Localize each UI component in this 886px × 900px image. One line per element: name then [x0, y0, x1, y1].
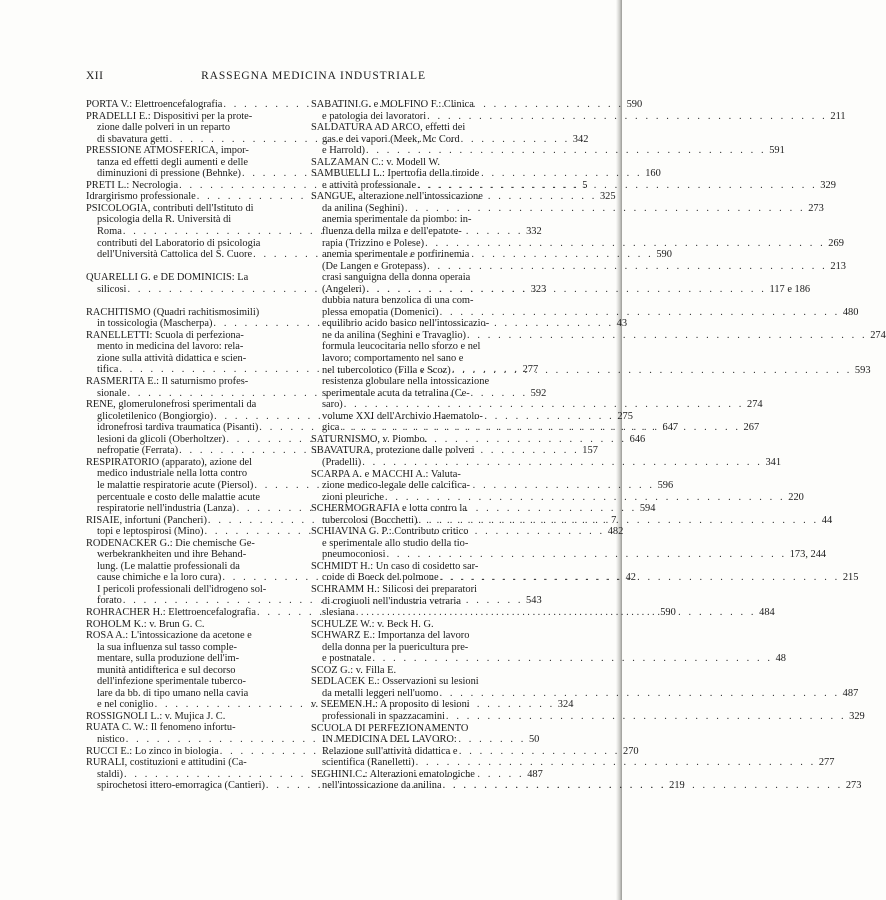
index-line-text: resistenza globulare nella intossicazione	[322, 376, 490, 388]
page-reference: 594	[639, 503, 656, 515]
index-line	[311, 456, 782, 469]
index-line	[311, 445, 533, 457]
index-line-text: SEDLACEK E.: Osservazioni su lesioni	[311, 676, 479, 688]
index-line-text: SANGUE, alterazione nell'intossicazione	[311, 191, 483, 203]
page-reference: 44	[821, 514, 833, 526]
index-line-text: pneumoconiosi	[322, 549, 386, 561]
page-reference: 270	[623, 745, 639, 757]
dot-leader	[339, 422, 741, 434]
index-line-text: I pericoli professionali dell'idrogeno sol-	[97, 583, 267, 595]
dot-leader	[439, 307, 841, 319]
page-reference: 269	[828, 237, 844, 249]
page-reference: 5	[582, 179, 588, 191]
index-line-text: (Angeleri)	[322, 283, 366, 295]
index-line-text: anemia sperimentale e porfirinemia	[322, 249, 470, 261]
page-reference: 43	[616, 318, 628, 330]
index-line	[311, 376, 533, 388]
index-line-text: e nel coniglio	[97, 699, 154, 711]
dot-leader	[384, 492, 786, 504]
index-line-text: coide di Boeck del polmone	[322, 572, 439, 584]
index-line	[311, 237, 844, 250]
page-reference: 50	[528, 733, 540, 745]
dot-leader	[442, 780, 844, 792]
page-reference: 480	[842, 306, 859, 318]
index-line-text: RASMERITA E.: Il saturnismo profes-	[86, 376, 249, 388]
index-line	[311, 687, 859, 700]
index-line-text: anemia sperimentale da piombo: in-	[322, 214, 472, 226]
index-line-text: SCUOLA DI PERFEZIONAMENTO	[311, 722, 469, 734]
index-line-text: nistico	[97, 733, 125, 745]
dot-leader	[371, 653, 773, 665]
index-entry	[86, 711, 296, 723]
index-line-text: tubercolosi (Bocchetti)	[322, 514, 418, 526]
index-line-text: SCARPA A. e MACCHI A.: Valuta-	[311, 468, 461, 480]
index-line-text: SBAVATURA, protezione dalle polveri	[311, 445, 475, 457]
page-reference: 324	[557, 699, 574, 711]
index-line-text: sionale	[97, 387, 127, 399]
index-line-text: psicologia della R. Università di	[97, 214, 232, 226]
index-line-text: di crogiuoli nell'industria vetraria	[322, 595, 461, 607]
index-line-text: gica	[322, 422, 340, 434]
dot-leader	[426, 111, 828, 123]
index-line-text: e postnatale	[322, 653, 372, 665]
index-line	[86, 238, 296, 250]
page-number: XII	[86, 70, 104, 82]
index-line	[311, 653, 786, 665]
index-line-text: staldi)	[97, 768, 123, 780]
page-reference: 592	[530, 387, 547, 399]
index-line	[311, 134, 533, 146]
index-line-text: zioni pleuriche	[322, 491, 385, 503]
page-reference: 275	[617, 410, 633, 422]
index-line-text: munità antidifterica e sul decorso	[97, 664, 236, 676]
index-line	[86, 307, 296, 319]
index-line-text: formula leucocitaria nello sforzo e nel	[322, 341, 481, 353]
index-line	[311, 122, 533, 134]
page-reference: 591	[769, 145, 785, 157]
index-line-text: RENE, glomerulonefrosi sperimentali da	[86, 399, 257, 411]
index-line-text: da metalli leggeri nell'uomo	[322, 687, 439, 699]
index-line	[311, 665, 533, 677]
page-reference: 646	[629, 433, 646, 445]
dot-leader	[355, 607, 757, 619]
page-reference: 160	[645, 168, 661, 180]
page-reference: 484	[759, 607, 775, 619]
page-reference: 341	[765, 456, 782, 468]
page-reference: 323	[530, 283, 547, 295]
page-reference: 325	[599, 191, 616, 203]
index-line-text: RURALI, costituzioni e attitudini (Ca-	[86, 757, 247, 769]
index-line-text: SABATINI G. e MOLFINO F.: Clinica	[311, 99, 474, 110]
dot-leader	[415, 757, 817, 769]
page-reference: 219	[669, 780, 685, 792]
page-reference: 647	[662, 422, 679, 434]
index-line-text: RESPIRATORIO (apparato), azione del	[86, 456, 253, 468]
index-line-text: della donna per la puericultura pre-	[322, 641, 469, 653]
index-line-text: RANELLETTI: Scuola di perfeziona-	[86, 329, 244, 341]
index-line	[311, 642, 533, 654]
index-entry	[311, 630, 786, 665]
page-reference: 220	[788, 491, 804, 503]
index-line	[86, 145, 296, 157]
dot-leader	[365, 284, 767, 296]
index-line	[86, 353, 296, 365]
index-line-text: scientifica (Ranelletti)	[322, 757, 415, 769]
index-line-text: di sbavatura getti	[97, 133, 169, 145]
index-line	[311, 584, 533, 596]
index-line	[86, 665, 296, 677]
index-line	[311, 364, 871, 377]
index-line	[311, 411, 533, 423]
index-line-text: idronefrosi tardiva traumatica (Pisanti)	[97, 422, 259, 434]
index-line-text: SCHWARZ E.: Importanza del lavoro	[311, 630, 470, 642]
index-line-text: zione sulla attività didattica e scien-	[97, 352, 247, 364]
index-line	[311, 306, 859, 319]
index-line	[86, 457, 296, 469]
index-line-text: Idrargirismo professionale	[86, 191, 196, 203]
index-line	[311, 469, 533, 481]
dot-leader	[424, 238, 826, 250]
index-line-text: nel tubercolotico (Filla e Scoz)	[322, 364, 451, 376]
index-line-text: e Harrold)	[322, 145, 365, 157]
index-line	[311, 145, 785, 157]
index-line-text: dubbia natura benzolica di una com-	[322, 295, 474, 307]
index-line	[311, 318, 533, 330]
index-line	[86, 538, 296, 550]
index-line	[86, 203, 296, 215]
index-line-text: ROSA A.: L'intossicazione da acetone e	[86, 630, 252, 642]
page-reference: 590	[656, 249, 672, 261]
index-line-text: SCHIAVINA G. P.: Contributo critico	[311, 526, 469, 538]
dot-leader	[404, 203, 806, 215]
index-line	[86, 757, 296, 769]
page-reference: 332	[526, 226, 542, 238]
index-line-text: SALDATURA AD ARCO, effetti dei	[311, 122, 466, 134]
dot-leader	[451, 365, 853, 377]
index-line	[311, 757, 835, 769]
index-line	[311, 699, 533, 711]
index-line-text: volume XXI dell'Archivio Haematolo-	[322, 410, 483, 422]
index-line-text: tanza ed effetti degli aumenti e delle	[97, 156, 248, 168]
index-line	[311, 596, 533, 608]
index-line	[311, 630, 533, 642]
index-line-text: lesioni da glicoli (Oberholtzer)	[97, 433, 226, 445]
index-line	[311, 388, 533, 400]
index-line-text: ROSSIGNOLI L.: v. Mujica J. C.	[86, 710, 226, 722]
index-line-text: percentuale e costo delle malattie acute	[97, 491, 260, 503]
index-entry	[311, 665, 533, 677]
index-line-text: (De Langen e Grotepass)	[322, 260, 427, 272]
dot-leader	[426, 261, 828, 273]
page-reference: 329	[820, 179, 836, 191]
index-line-text: SCHRAMM H.: Silicosi dei preparatori	[311, 583, 477, 595]
index-line-text: zione dalle polveri in un reparto	[97, 122, 231, 134]
index-line-text: le malattie respiratorie acute (Piersol)	[97, 479, 254, 491]
index-line-text: Relazione sull'attività didattica e	[322, 745, 458, 757]
index-line-text: PORTA V.: Elettroencefalografia	[86, 99, 223, 110]
index-line	[311, 503, 533, 515]
index-line	[86, 376, 296, 388]
index-line	[311, 491, 804, 504]
dot-leader	[365, 145, 767, 157]
index-line	[86, 157, 296, 169]
index-line-text: RISAIE, infortuni (Pancheri)	[86, 514, 207, 526]
dot-leader	[416, 180, 818, 192]
page-reference: 593	[854, 364, 871, 376]
page-reference: 596	[657, 479, 674, 491]
index-line	[311, 526, 533, 538]
section-gap	[86, 261, 296, 273]
index-line-text: (Pradelli)	[322, 456, 362, 468]
index-entry	[311, 619, 533, 631]
index-line	[86, 399, 296, 411]
index-line	[311, 99, 533, 111]
index-line	[311, 341, 533, 353]
page-reference: 590	[626, 99, 643, 110]
index-line	[311, 329, 886, 342]
index-line-text: SCHMIDT H.: Un caso di cosidetto sar-	[311, 560, 479, 572]
index-line	[311, 538, 533, 550]
page-reference: 117 e 186	[769, 283, 811, 295]
page-reference: 329	[849, 710, 865, 722]
index-line	[86, 549, 296, 561]
index-line	[86, 111, 296, 123]
index-line-text: respiratorie nell'industria (Lanza)	[97, 503, 236, 515]
index-line	[86, 711, 296, 723]
index-line	[311, 561, 533, 573]
index-line	[311, 214, 533, 226]
index-line	[311, 399, 763, 411]
index-line	[86, 584, 296, 596]
index-line	[86, 722, 296, 734]
index-line-text: dell'Università Cattolica del S. Cuore	[97, 249, 253, 261]
index-line-text: spirochetosi ittero-emorragica (Cantieri)	[97, 780, 265, 792]
page-reference: 7	[611, 514, 617, 526]
index-line	[86, 653, 296, 665]
running-title: RASSEGNA MEDICINA INDUSTRIALE	[201, 70, 426, 82]
index-line-text: nell'intossicazione da anilina	[322, 780, 442, 792]
page-reference: 274	[747, 399, 763, 411]
page-reference: 590	[660, 606, 676, 618]
index-line	[311, 723, 533, 735]
index-line-text: cause chimiche e la loro cura)	[97, 572, 222, 584]
index-line-text: e sperimentale allo studio della tio-	[322, 537, 469, 549]
index-line-text: silicosi	[97, 283, 127, 295]
index-line-text: RACHITISMO (Quadri rachitismosimili)	[86, 306, 260, 318]
index-line	[311, 676, 533, 688]
index-line-text: SAMBUELLI L.: Ipertrofia della tiroide	[311, 168, 480, 180]
dot-leader	[445, 711, 847, 723]
index-line	[311, 191, 533, 203]
page-reference: 277	[522, 364, 539, 376]
page-reference: 157	[582, 445, 598, 457]
index-line	[311, 249, 533, 261]
page-reference: 273	[845, 780, 862, 792]
index-entry	[311, 157, 533, 169]
index-line	[86, 561, 296, 573]
index-line-text: mento in medicina del lavoro: rela-	[97, 341, 244, 353]
index-line	[311, 734, 533, 746]
index-line	[311, 619, 533, 631]
index-line-text: la sua influenza sul tasso comple-	[97, 641, 237, 653]
index-line-text: e patologia dei lavoratori	[322, 110, 427, 122]
index-line	[311, 434, 533, 446]
page-reference: 215	[842, 572, 859, 584]
index-line-text: diminuzioni di pressione (Behnke)	[97, 168, 241, 180]
index-line-text: SCOZ G.: v. Filla E.	[311, 664, 397, 676]
index-line-text: in tossicologia (Mascherpa)	[97, 318, 213, 330]
index-line-text: medico industriale nella lotta contro	[97, 468, 248, 480]
index-line-text: contributi del Laboratorio di psicologia	[97, 237, 261, 249]
index-line-text: Roma	[97, 226, 122, 238]
dot-leader	[466, 330, 868, 342]
index-line-text: mentare, sulla produzione dell'im-	[97, 653, 240, 665]
index-line	[86, 676, 296, 688]
index-line-text: slesiana	[322, 607, 355, 619]
index-line	[86, 642, 296, 654]
index-entry	[311, 434, 533, 446]
index-line-text: e attività professionale	[322, 179, 417, 191]
index-line-text: forato	[97, 595, 122, 607]
page-reference: 543	[526, 595, 542, 607]
index-line-text: sperimentale acuta da tetralina (Ce-	[322, 387, 470, 399]
page-reference: 482	[607, 526, 624, 538]
index-line	[311, 202, 824, 215]
index-line-text: gas e dei vapori (Meek, Mc Cord	[322, 133, 460, 145]
index-line	[311, 480, 533, 492]
index-line-text: SALZAMAN C.: v. Modell W.	[311, 156, 440, 168]
index-line-text: PRETI L.: Necrologia	[86, 179, 179, 191]
index-entry	[86, 619, 296, 631]
page-reference: 277	[818, 757, 835, 769]
dot-leader	[386, 549, 788, 561]
index-line-text: lung. (Le malattie professionali da	[97, 560, 240, 572]
index-line-text: IN MEDICINA DEL LAVORO:	[322, 734, 457, 746]
index-line	[311, 157, 533, 169]
page-reference: 342	[572, 133, 589, 145]
dot-leader	[361, 457, 763, 469]
index-line	[311, 769, 533, 781]
index-line-text: ROHRACHER H.: Elettroencefalografia	[86, 606, 256, 618]
index-line-text: nefropatie (Ferrata)	[97, 445, 179, 457]
page-reference: 487	[527, 768, 543, 780]
page-reference: 48	[775, 653, 786, 665]
page-reference: 213	[830, 260, 846, 272]
index-line	[311, 110, 846, 123]
index-line-text: dell'infezione sperimentale tuberco-	[97, 676, 247, 688]
index-line-text: lavoro; comportamento nel sano e	[322, 353, 464, 365]
index-line	[311, 746, 533, 758]
index-line	[86, 122, 296, 134]
index-line	[86, 330, 296, 342]
index-entry	[311, 676, 859, 699]
index-line-text: QUARELLI G. e DE DOMINICIS: La	[86, 272, 249, 284]
index-line	[311, 710, 865, 723]
index-line	[311, 514, 833, 527]
index-line	[311, 272, 533, 284]
page-reference: 211	[830, 110, 846, 122]
page-reference: 487	[842, 687, 859, 699]
index-line	[311, 353, 533, 365]
index-line	[86, 492, 296, 504]
dot-leader	[438, 688, 840, 700]
index-line	[86, 468, 296, 480]
index-line-text: SCHERMOGRAFIA e lotta contro la	[311, 503, 467, 515]
index-line-text: PSICOLOGIA, contributi dell'Istituto di	[86, 202, 254, 214]
index-line-text: lare da bb. di tipo umano nella cavia	[97, 687, 249, 699]
index-line-text: plessa emopatia (Domenici)	[322, 306, 439, 318]
index-line	[86, 272, 296, 284]
dot-leader	[418, 515, 820, 527]
index-line	[86, 688, 296, 700]
index-line-text: crasi sanguigna della donna operaia	[322, 272, 471, 284]
index-line	[86, 619, 296, 631]
index-line-text: SEGHINI C.: Alterazioni ematologiche	[311, 768, 475, 780]
page-reference: 42	[625, 572, 636, 584]
dot-leader	[439, 572, 841, 584]
index-line	[311, 226, 533, 238]
index-line	[86, 214, 296, 226]
index-line-text: SATURNISMO, v. Piombo.	[311, 433, 428, 445]
index-line	[86, 341, 296, 353]
page-reference: 273	[808, 202, 824, 214]
index-line	[86, 630, 296, 642]
section-gap	[86, 295, 296, 307]
page-reference: 173, 244	[789, 549, 827, 561]
index-line-text: RODENACKER G.: Die chemische Ge-	[86, 537, 255, 549]
index-line-text: RUATA C. W.: Il fenomeno infortu-	[86, 722, 236, 734]
index-line-text: equilibrio acido basico nell'intossicazio-	[322, 318, 490, 330]
index-line-text: glicoletilenico (Bongiorgio)	[97, 410, 214, 422]
page-reference: 274	[870, 329, 886, 341]
index-line-text: v. SEEMEN H.: A proposito di lesioni	[311, 699, 470, 711]
index-line-text: zione medico-legale delle calcifica-	[322, 480, 470, 492]
index-line-text: SCHULZE W.: v. Beck H. G.	[311, 618, 434, 630]
dot-leader	[343, 399, 745, 411]
index-line	[311, 295, 533, 307]
index-line-text: PRESSIONE ATMOSFERICA, impor-	[86, 145, 249, 157]
index-line-text: werbekrankheiten und ihre Behand-	[97, 549, 247, 561]
index-line-text: ROHOLM K.: v. Brun G. C.	[86, 618, 205, 630]
index-line-text: professionali in spazzacamini	[322, 710, 445, 722]
index-line-text: topi e leptospirosi (Mino)	[97, 526, 204, 538]
index-line	[311, 179, 836, 192]
page-reference: 267	[743, 422, 760, 434]
index-line	[311, 168, 533, 180]
index-line-text: rapia (Trizzino e Polese)	[322, 237, 425, 249]
index-line-text: tifica	[97, 364, 119, 376]
index-line-text: saro)	[322, 399, 343, 411]
index-line	[311, 260, 846, 273]
index-line	[311, 549, 827, 561]
index-line-text: fluenza della milza e dell'epatote-	[322, 226, 462, 238]
running-header	[86, 70, 541, 84]
index-line-text: PRADELLI E.: Dispositivi per la prote-	[86, 110, 253, 122]
index-line-text: ne da anilina (Seghini e Travaglio)	[322, 329, 466, 341]
index-line-text: RUCCI E.: Lo zinco in biologia	[86, 745, 219, 757]
index-line-text: da anilina (Seghini)	[322, 202, 404, 214]
